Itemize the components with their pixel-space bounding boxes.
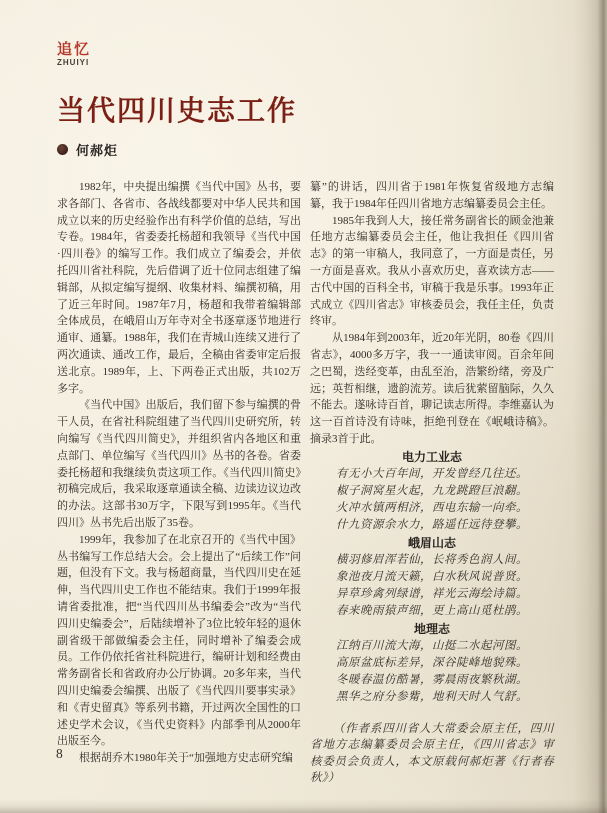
poem-line: 有无小大百年间，开发曾经几往还。 [336,467,528,480]
poem-title: 峨眉山志 [407,535,456,550]
paragraph: 从1984年到2003年，近20年光阴，80卷《四川省志》，4000多万字，我一一通读审阅。百余年间之巴蜀，迭经变革，由乱至治，浩繁纷绪，旁及广远；英哲相继，遗韵流芳。读后犹萦留脑际，久久不能去。遂咏诗百首，聊记读志所得。李维嘉认为这一百首诗没有诗味，拒绝刊登在《岷峨诗稿》。摘录3首于此。 [310,332,554,445]
paragraph-continuation: 纂”的讲话，四川省于1981年恢复省级地方志编纂，我于1984年任四川省地方志编纂委员会主任。 [310,181,554,210]
poem-line: 什九资源余水力，路遥任远待登攀。 [336,518,528,531]
article-body [57,179,554,787]
poem-line: 春来晚雨猿声细，更上高山觅杜鹃。 [336,604,528,617]
left-column [57,179,301,787]
poem-geography-gazetteer [310,621,554,706]
poem-line: 横羽修眉浑若仙，长将秀色润人间。 [336,553,528,566]
scan-edge-shadow-right [573,0,607,813]
page-content [57,42,554,787]
poem-electric-power-gazetteer [310,449,554,534]
paragraph: 《当代中国》出版后，我们留下参与编撰的骨干人员，在省社科院组建了当代四川史研究所，转向编写《当代四川简史》，并组织省内各地区和重点部门、单位编写《当代四川》丛书的各卷。省委委托杨超和我继续负责这项工作。《当代四川简史》初稿完成后，我采取逐章通读全稿、边读边议边改的办法。这部书30万字，下限写到1995年。《当代四川》丛书先后出版了35卷。 [57,399,301,529]
poem-title: 地理志 [413,621,450,636]
poem-line: 象池夜月流天籁，白水秋风说普贤。 [336,570,528,583]
right-column [310,179,554,787]
poem-line: 异草珍禽列绿谱，祥光云海绘诗篇。 [336,587,528,600]
page-number: 8 [56,746,63,761]
author-name: 何郝炬 [76,143,119,158]
paragraph: 1985年我到人大，接任常务副省长的顾金池兼任地方志编纂委员会主任，他让我担任《四川省志》的第一审稿人，我同意了，一方面是责任，另一方面是喜欢。我从小喜欢历史，喜欢读方志——古代中国的百科全书，审稿于我是乐事。1993年正式成立《四川省志》审核委员会，我任主任，负责终审。 [310,214,554,328]
poem-line: 高原盆底标差异，深谷陡峰地貌殊。 [336,656,528,669]
article-title: 当代四川史志工作 [57,95,298,126]
section-label: 追忆 [57,41,92,58]
author-bullet-icon [57,144,68,155]
poem-line: 黑华之府分参觜，地利天时人气舒。 [336,690,528,703]
byline [57,140,554,159]
section-masthead [57,42,554,68]
closing-note: （作者系四川省人大常委会原主任，四川省地方志编纂委员会原主任，《四川省志》审核委员会负责人，本文原载何郝炬著《行者春秋》） [310,722,554,785]
section-label-latin: ZHUIYI [57,58,90,67]
poem-title: 电力工业志 [401,449,462,464]
poem-mount-emei-gazetteer [310,535,554,620]
poem-line: 冬暖春温仿酷暑，雾晨雨夜繁秋湖。 [336,673,528,686]
paragraph: 1982年，中央提出编撰《当代中国》丛书，要求各部门、各省市、各战线都要对中华人民共和国成立以来的历史经验作出有科学价值的总结，写出专卷。1984年，省委委托杨超和我领导《当代中国·四川卷》的编写工作。我们成立了编委会，并依托四川省社科院，先后借调了近十位同志组建了编辑部，从拟定编写提纲、收集材料、编撰初稿，用了近三年时间。1987年7月，杨超和我带着编辑部全体成员，在峨眉山万年寺对全书逐章逐节地进行通审、通纂。1988年，我们在青城山连续又进行了两次通读、通改工作，最后，全稿由省委审定后报送北京。1989年，上、下两卷正式出版，共102万多字。 [57,181,301,395]
scan-edge-shadow-bottom [0,799,607,813]
poem-line: 火冲水镇两相济，西电东输一向牵。 [336,501,528,514]
paragraph: 1999年，我参加了在北京召开的《当代中国》丛书编写工作总结大会。会上提出了“后续工作”问题，但没有下文。我与杨超商量，当代四川史在延伸，当代四川史工作也不能结束。我们于1999年报请省委批准，把“当代四川丛书编委会”改为“当代四川史编委会”，后陆续增补了3位比较年轻的退休副省级干部做编委会主任，同时增补了编委会成员。工作仍依托省社科院进行，编研计划和经费由常务副省长和省政府办公厅协调。20多年来，当代四川史编委会编撰、出版了《当代四川要事实录》和《青史留真》等系列书籍，开过两次全国性的口述史学术会议，《当代史资料》内部季刊从2000年出版至今。 [57,533,301,748]
poem-line: 江纳百川流大海，山挺二水起河图。 [336,639,528,652]
paragraph: 根据胡乔木1980年关于“加强地方史志研究编 [79,752,293,765]
poem-line: 椒子洞窝星火起，九龙跳蹬巨浪翻。 [336,484,528,497]
